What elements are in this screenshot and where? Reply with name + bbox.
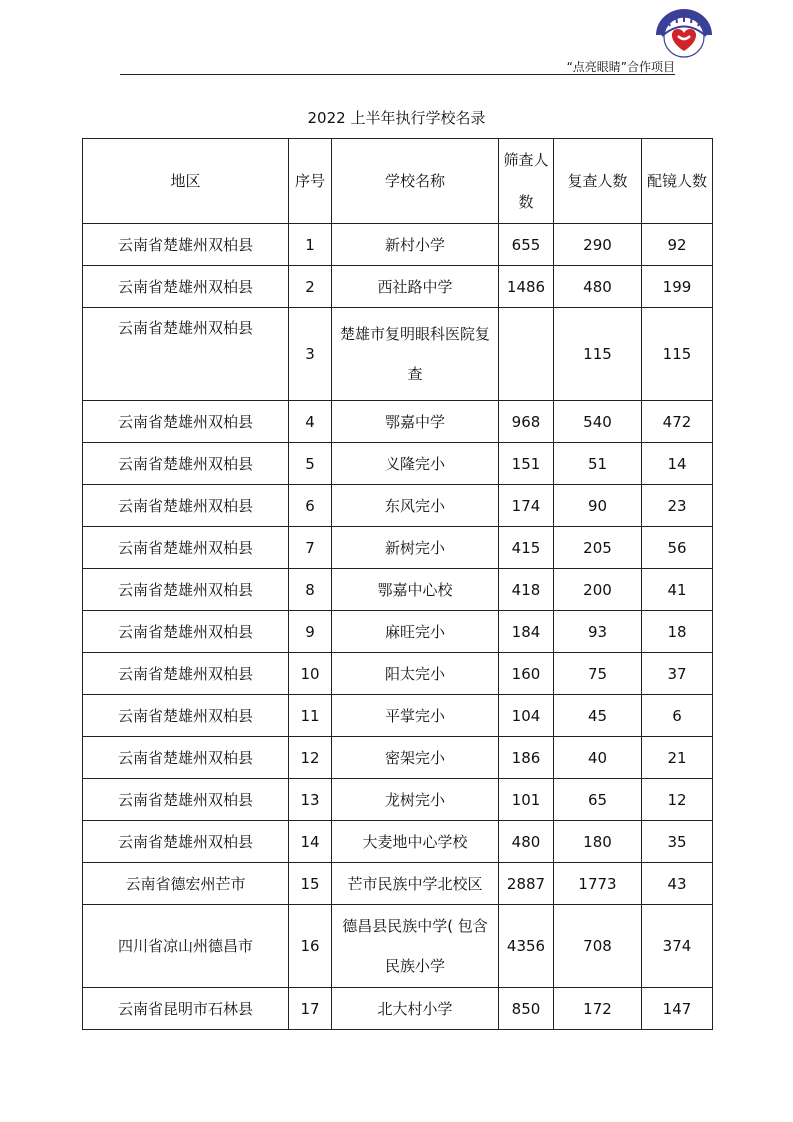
cell-rechecked: 290 [554, 224, 642, 266]
cell-school: 鄂嘉中心校 [332, 569, 499, 611]
cell-glasses: 374 [642, 905, 713, 988]
cell-region: 云南省楚雄州双柏县 [83, 527, 289, 569]
cell-no: 7 [289, 527, 332, 569]
cell-screened: 480 [499, 821, 554, 863]
table-row [83, 611, 713, 653]
table-row [83, 401, 713, 443]
cell-rechecked: 45 [554, 695, 642, 737]
cell-rechecked: 93 [554, 611, 642, 653]
cell-glasses: 6 [642, 695, 713, 737]
project-label: “点亮眼睛”合作项目 [566, 60, 675, 74]
cell-school: 东风完小 [332, 485, 499, 527]
cell-rechecked: 205 [554, 527, 642, 569]
cell-rechecked: 172 [554, 988, 642, 1030]
cell-screened: 655 [499, 224, 554, 266]
cell-glasses: 472 [642, 401, 713, 443]
cell-no: 12 [289, 737, 332, 779]
cell-region: 云南省楚雄州双柏县 [83, 695, 289, 737]
cell-screened: 418 [499, 569, 554, 611]
header-divider [120, 74, 675, 75]
column-header-region: 地区 [83, 139, 289, 224]
cell-no: 17 [289, 988, 332, 1030]
cell-no: 10 [289, 653, 332, 695]
cell-region: 云南省楚雄州双柏县 [83, 401, 289, 443]
cell-screened: 160 [499, 653, 554, 695]
cell-glasses: 115 [642, 308, 713, 401]
table-row [83, 224, 713, 266]
table-row [83, 443, 713, 485]
cell-rechecked: 51 [554, 443, 642, 485]
cell-screened [499, 308, 554, 401]
table-row [83, 485, 713, 527]
cell-screened: 850 [499, 988, 554, 1030]
cell-school: 阳太完小 [332, 653, 499, 695]
cell-no: 8 [289, 569, 332, 611]
column-header-screened: 筛查人数 [499, 139, 554, 224]
cell-no: 16 [289, 905, 332, 988]
cell-screened: 184 [499, 611, 554, 653]
cell-region: 云南省楚雄州双柏县 [83, 485, 289, 527]
cell-school: 平掌完小 [332, 695, 499, 737]
cell-no: 1 [289, 224, 332, 266]
cell-glasses: 147 [642, 988, 713, 1030]
column-header-rechecked: 复查人数 [554, 139, 642, 224]
table-row [83, 863, 713, 905]
cell-region: 云南省楚雄州双柏县 [83, 611, 289, 653]
cell-glasses: 12 [642, 779, 713, 821]
table-row [83, 308, 713, 401]
cell-school: 麻旺完小 [332, 611, 499, 653]
cell-school: 密架完小 [332, 737, 499, 779]
cell-region: 云南省楚雄州双柏县 [83, 821, 289, 863]
cell-region: 云南省楚雄州双柏县 [83, 779, 289, 821]
cell-screened: 1486 [499, 266, 554, 308]
cell-no: 6 [289, 485, 332, 527]
column-header-glasses: 配镜人数 [642, 139, 713, 224]
cell-screened: 186 [499, 737, 554, 779]
page-title: 2022 上半年执行学校名录 [307, 109, 486, 127]
cell-school: 新村小学 [332, 224, 499, 266]
cell-region: 云南省楚雄州双柏县 [83, 737, 289, 779]
cell-region: 云南省德宏州芒市 [83, 863, 289, 905]
cell-no: 13 [289, 779, 332, 821]
cell-glasses: 43 [642, 863, 713, 905]
cell-glasses: 37 [642, 653, 713, 695]
cell-screened: 415 [499, 527, 554, 569]
table-row [83, 905, 713, 988]
cell-rechecked: 40 [554, 737, 642, 779]
cell-no: 2 [289, 266, 332, 308]
table-row [83, 779, 713, 821]
table-row [83, 527, 713, 569]
cell-screened: 151 [499, 443, 554, 485]
cell-region: 云南省楚雄州双柏县 [83, 443, 289, 485]
cell-no: 9 [289, 611, 332, 653]
cell-no: 15 [289, 863, 332, 905]
cell-screened: 174 [499, 485, 554, 527]
column-header-no: 序号 [289, 139, 332, 224]
cell-school: 芒市民族中学北校区 [332, 863, 499, 905]
cell-no: 11 [289, 695, 332, 737]
eye-heart-logo-icon [650, 5, 718, 61]
cell-region: 云南省楚雄州双柏县 [83, 266, 289, 308]
table-row [83, 266, 713, 308]
cell-glasses: 35 [642, 821, 713, 863]
table-header-row [83, 139, 713, 224]
cell-rechecked: 200 [554, 569, 642, 611]
cell-rechecked: 480 [554, 266, 642, 308]
cell-region: 云南省楚雄州双柏县 [83, 308, 289, 401]
cell-glasses: 14 [642, 443, 713, 485]
cell-school: 北大村小学 [332, 988, 499, 1030]
cell-no: 14 [289, 821, 332, 863]
cell-screened: 2887 [499, 863, 554, 905]
cell-rechecked: 180 [554, 821, 642, 863]
cell-school: 德昌县民族中学( 包含民族小学 [332, 905, 499, 988]
cell-screened: 104 [499, 695, 554, 737]
cell-glasses: 199 [642, 266, 713, 308]
cell-school: 楚雄市复明眼科医院复查 [332, 308, 499, 401]
cell-glasses: 41 [642, 569, 713, 611]
cell-no: 4 [289, 401, 332, 443]
cell-school: 龙树完小 [332, 779, 499, 821]
cell-region: 云南省楚雄州双柏县 [83, 653, 289, 695]
school-list-table [82, 138, 713, 1030]
cell-rechecked: 65 [554, 779, 642, 821]
cell-rechecked: 75 [554, 653, 642, 695]
table-row [83, 569, 713, 611]
cell-region: 云南省楚雄州双柏县 [83, 224, 289, 266]
table-row [83, 988, 713, 1030]
cell-rechecked: 115 [554, 308, 642, 401]
table-row [83, 695, 713, 737]
cell-rechecked: 708 [554, 905, 642, 988]
cell-glasses: 23 [642, 485, 713, 527]
cell-school: 义隆完小 [332, 443, 499, 485]
cell-school: 鄂嘉中学 [332, 401, 499, 443]
table-row [83, 653, 713, 695]
cell-screened: 4356 [499, 905, 554, 988]
table-row [83, 821, 713, 863]
cell-region: 云南省昆明市石林县 [83, 988, 289, 1030]
cell-screened: 101 [499, 779, 554, 821]
cell-glasses: 92 [642, 224, 713, 266]
cell-rechecked: 540 [554, 401, 642, 443]
cell-glasses: 21 [642, 737, 713, 779]
column-header-school: 学校名称 [332, 139, 499, 224]
cell-glasses: 56 [642, 527, 713, 569]
cell-rechecked: 1773 [554, 863, 642, 905]
cell-school: 西社路中学 [332, 266, 499, 308]
cell-no: 3 [289, 308, 332, 401]
cell-school: 新树完小 [332, 527, 499, 569]
cell-glasses: 18 [642, 611, 713, 653]
cell-screened: 968 [499, 401, 554, 443]
cell-rechecked: 90 [554, 485, 642, 527]
cell-region: 四川省凉山州德昌市 [83, 905, 289, 988]
table-row [83, 737, 713, 779]
cell-school: 大麦地中心学校 [332, 821, 499, 863]
cell-region: 云南省楚雄州双柏县 [83, 569, 289, 611]
cell-no: 5 [289, 443, 332, 485]
